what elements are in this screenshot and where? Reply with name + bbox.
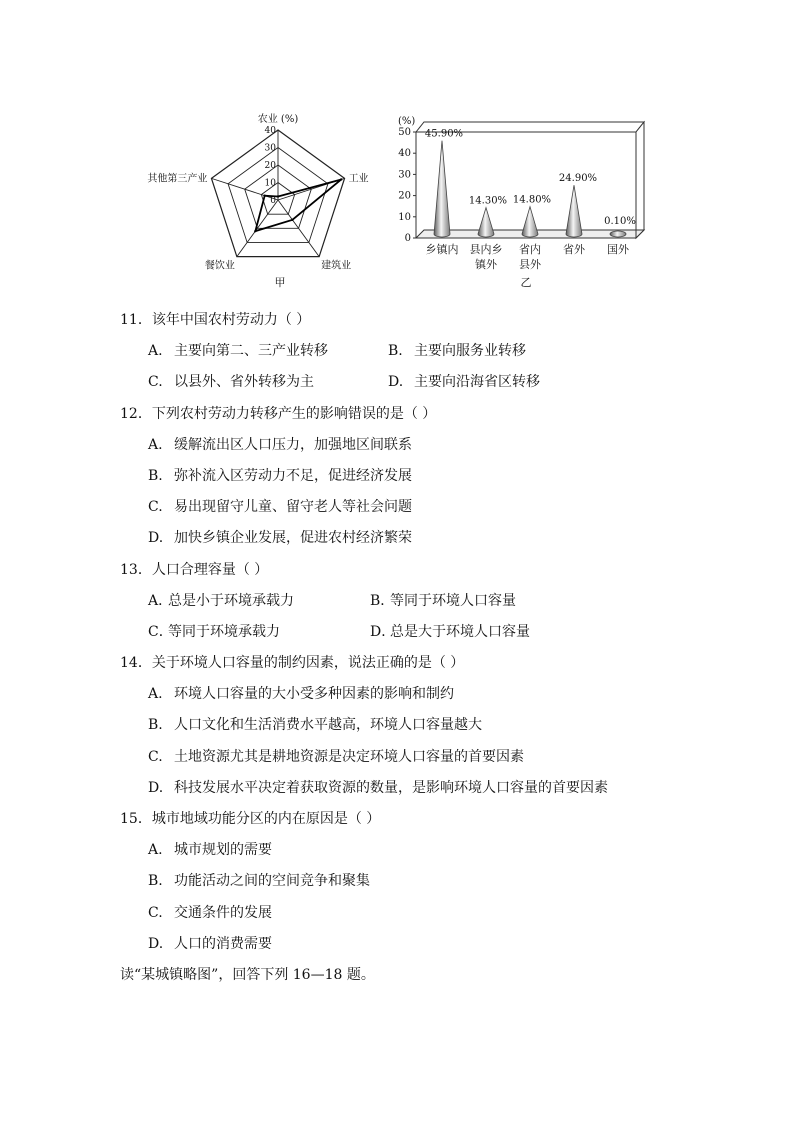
question-11-stem: 11．该年中国农村劳动力（ ） (120, 312, 311, 328)
cone-bar (566, 185, 582, 237)
question-12-option-d: D. 加快乡镇企业发展，促进农村经济繁荣 (148, 530, 412, 546)
y-tick-label: 0 (404, 233, 411, 244)
radar-axis-label: 农业 (%) (257, 114, 299, 125)
question-14-option-d: D. 科技发展水平决定着获取资源的数量，是影响环境人口容量的首要因素 (148, 780, 608, 796)
cone-bar (522, 207, 538, 237)
y-tick-label: 50 (398, 127, 411, 138)
y-tick-label: 10 (398, 211, 411, 223)
question-13-stem: 13．人口合理容量（ ） (120, 562, 269, 578)
y-tick-label: 30 (398, 169, 411, 181)
y-unit-label: (%) (398, 116, 416, 127)
x-tick-labels (426, 242, 630, 271)
question-14-option-b: B. 人口文化和生活消费水平越高，环境人口容量越大 (148, 717, 482, 733)
question-15-option-c: C. 交通条件的发展 (148, 905, 272, 921)
y-tick-label: 20 (398, 190, 411, 202)
question-11-option-c: C. 以县外、省外转移为主 (148, 374, 314, 390)
radar-axis-labels (147, 112, 368, 272)
y-tick-label: 40 (398, 148, 411, 160)
x-tick-label: 省内 (519, 243, 541, 256)
x-tick-label: 县外 (519, 258, 541, 271)
reading-instruction: 读“某城镇略图”，回答下列 16—18 题。 (120, 967, 375, 983)
radar-chart-jia (140, 110, 380, 290)
cone-bars (425, 129, 636, 237)
radar-data-point (291, 219, 293, 221)
data-label: 0.10% (604, 216, 636, 227)
radar-axis-label: 建筑业 (321, 260, 352, 272)
radar-tick-label: 20 (264, 161, 276, 171)
radar-axis-label: 其他第三产业 (147, 173, 208, 185)
question-11-option-d: D. 主要向沿海省区转移 (388, 374, 540, 390)
cone-bar (434, 141, 450, 237)
cone-bar (478, 208, 494, 237)
question-11-option-b: B. 主要向服务业转移 (388, 343, 526, 359)
radar-tick-label: 30 (264, 143, 276, 154)
x-tick-label: 省外 (563, 243, 585, 256)
radar-data-point (277, 195, 279, 197)
question-13-option-a: A．总是小于环境承载力 (148, 593, 294, 609)
question-14-option-c: C. 土地资源尤其是耕地资源是决定环境人口容量的首要因素 (148, 749, 524, 765)
question-15-option-d: D. 人口的消费需要 (148, 936, 272, 952)
radar-data-point (340, 178, 342, 180)
question-15-option-b: B. 功能活动之间的空间竞争和聚集 (148, 873, 370, 889)
y-tick-labels (398, 127, 416, 244)
radar-tick-label: 0 (270, 196, 276, 206)
cone-bar (610, 231, 626, 237)
x-tick-label: 县内乡 (469, 243, 503, 256)
question-14-option-a: A. 环境人口容量的大小受多种因素的影响和制约 (148, 686, 454, 702)
question-12-option-a: A. 缓解流出区人口压力，加强地区间联系 (148, 437, 412, 453)
x-tick-label: 国外 (607, 243, 629, 256)
figure-caption-jia: 甲 (274, 276, 286, 289)
x-tick-label: 乡镇内 (425, 243, 459, 256)
question-13-option-c: C．等同于环境承载力 (148, 624, 280, 640)
question-11-option-a: A. 主要向第二、三产业转移 (148, 343, 328, 359)
radar-tick-label: 40 (264, 126, 276, 136)
radar-tick-label: 10 (264, 178, 276, 189)
radar-data-point (263, 194, 265, 196)
question-12-stem: 12．下列农村劳动力转移产生的影响错误的是（ ） (120, 406, 437, 422)
cone-chart-yi (394, 112, 654, 290)
data-label: 14.80% (512, 194, 552, 206)
radar-data-point (254, 230, 256, 232)
data-label: 14.30% (468, 195, 508, 207)
x-tick-label: 镇外 (475, 258, 497, 271)
data-label: 45.90% (424, 128, 464, 140)
question-13-option-b: B．等同于环境人口容量 (370, 593, 516, 609)
figure-caption-yi: 乙 (520, 276, 532, 289)
question-12-option-b: B. 弥补流入区劳动力不足，促进经济发展 (148, 468, 412, 484)
question-15-stem: 15．城市地域功能分区的内在原因是（ ） (120, 811, 381, 827)
data-label: 24.90% (558, 173, 598, 185)
question-14-stem: 14．关于环境人口容量的制约因素，说法正确的是（ ） (120, 655, 465, 671)
question-15-option-a: A. 城市规划的需要 (148, 842, 272, 858)
radar-axis-label: 工业 (348, 173, 369, 185)
radar-axis-label: 餐饮业 (204, 260, 235, 272)
question-12-option-c: C. 易出现留守儿童、留守老人等社会问题 (148, 499, 412, 515)
question-13-option-d: D．总是大于环境人口容量 (370, 624, 530, 640)
